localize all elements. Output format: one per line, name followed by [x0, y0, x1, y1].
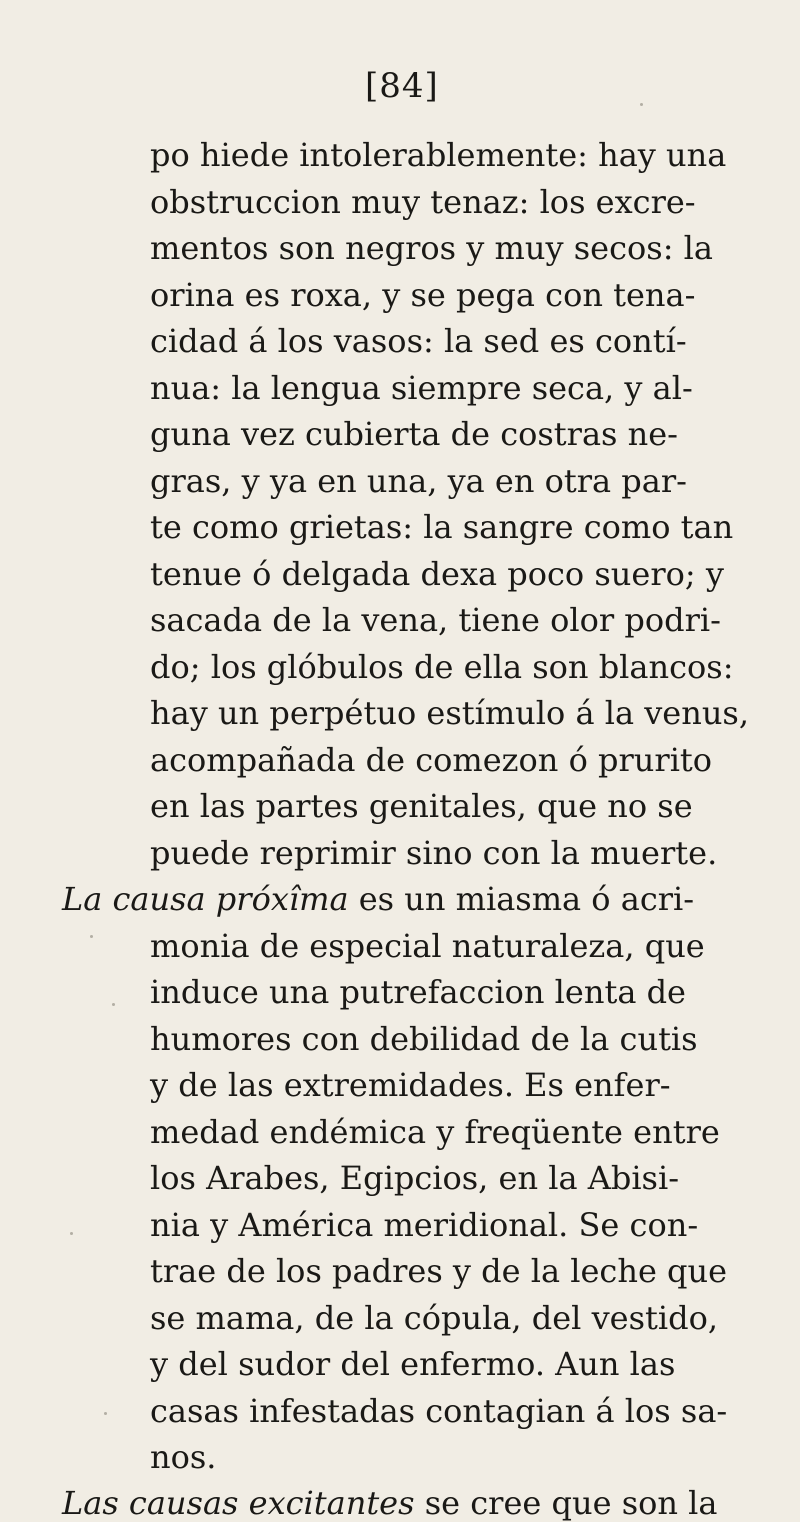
line-continuation: se cree que son la — [414, 1484, 718, 1522]
text-line: obstruccion muy tenaz: los excre- — [150, 183, 696, 221]
text-line: monia de especial naturaleza, que — [150, 927, 705, 965]
text-line: trae de los padres y de la leche que — [150, 1252, 728, 1290]
text-line: se mama, de la cópula, del vestido, — [150, 1299, 719, 1337]
text-line: y de las extremidades. Es enfer- — [150, 1066, 671, 1104]
text-line-subheading — [62, 1484, 717, 1522]
page-number: [84] — [365, 66, 439, 106]
text-line: hay un perpétuo estímulo á la venus, — [150, 694, 750, 732]
text-line: nos. — [150, 1438, 217, 1476]
print-speck — [112, 1003, 115, 1006]
print-speck — [70, 1232, 73, 1235]
text-line: humores con debilidad de la cutis — [150, 1020, 698, 1058]
text-line: guna vez cubierta de costras ne- — [150, 415, 678, 453]
italic-heading: Las causas excitantes — [62, 1484, 415, 1522]
text-line: medad endémica y freqüente entre — [150, 1113, 720, 1151]
text-line-subheading — [62, 880, 694, 918]
print-speck — [90, 935, 93, 938]
italic-heading: La causa próxîma — [62, 880, 349, 918]
text-line: sacada de la vena, tiene olor podri- — [150, 601, 721, 639]
text-line: casas infestadas contagian á los sa- — [150, 1392, 728, 1430]
text-line: do; los glóbulos de ella son blancos: — [150, 648, 734, 686]
text-line: po hiede intolerablemente: hay una — [150, 136, 727, 174]
text-line: cidad á los vasos: la sed es contí- — [150, 322, 687, 360]
text-line: te como grietas: la sangre como tan — [150, 508, 734, 546]
text-line: y del sudor del enfermo. Aun las — [150, 1345, 676, 1383]
text-line: gras, y ya en una, ya en otra par- — [150, 462, 687, 500]
print-speck — [640, 103, 643, 106]
line-continuation: es un miasma ó acri- — [348, 880, 695, 918]
text-line: orina es roxa, y se pega con tena- — [150, 276, 696, 314]
text-line: nua: la lengua siempre seca, y al- — [150, 369, 693, 407]
text-line: en las partes genitales, que no se — [150, 787, 693, 825]
text-line: tenue ó delgada dexa poco suero; y — [150, 555, 724, 593]
text-line: acompañada de comezon ó prurito — [150, 741, 713, 779]
text-line: los Arabes, Egipcios, en la Abisi- — [150, 1159, 680, 1197]
text-line: induce una putrefaccion lenta de — [150, 973, 686, 1011]
text-line: puede reprimir sino con la muerte. — [150, 834, 718, 872]
print-speck — [104, 1412, 107, 1415]
text-line: nia y América meridional. Se con- — [150, 1206, 699, 1244]
text-line: mentos son negros y muy secos: la — [150, 229, 713, 267]
